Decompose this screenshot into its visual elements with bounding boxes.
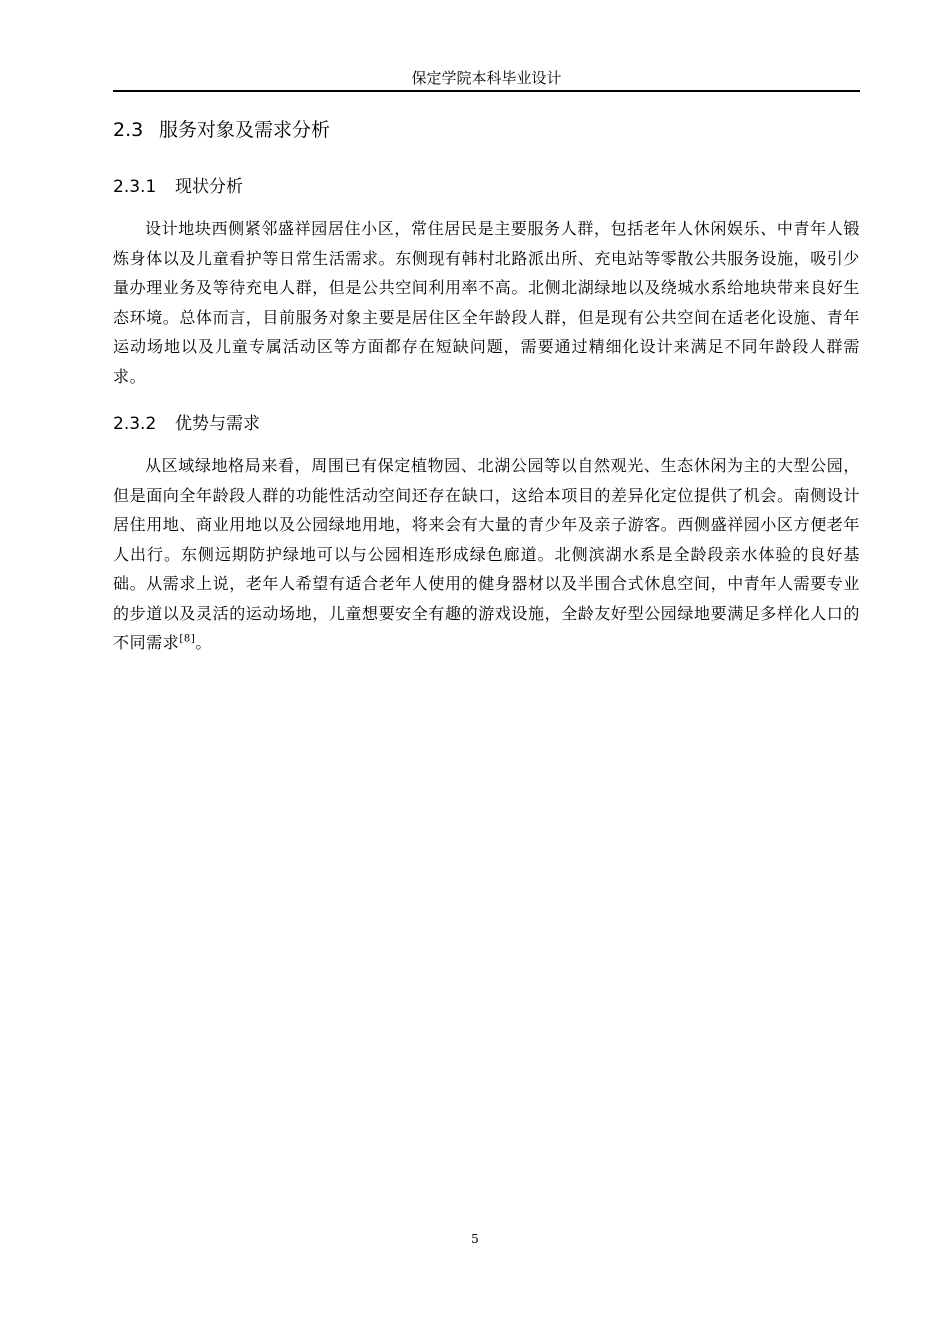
subsection-number: 2.3.1 (113, 177, 157, 197)
paragraph-end: 。 (195, 633, 212, 652)
header-title: 保定学院本科毕业设计 (411, 69, 562, 87)
subsection-heading-current-status (113, 172, 860, 202)
subsection-number: 2.3.2 (113, 414, 157, 434)
subsection-title: 优势与需求 (175, 414, 260, 434)
section-number: 2.3 (113, 119, 144, 141)
citation-reference: [8] (179, 633, 196, 645)
subsection-title: 现状分析 (175, 177, 243, 197)
paragraph-text: 从区域绿地格局来看，周围已有保定植物园、北湖公园等以自然观光、生态休闲为主的大型公园，但是面向全年龄段人群的功能性活动空间还存在缺口，这给本项目的差异化定位提供了机会。南侧设计居住用地、商业用地以及公园绿地用地，将来会有大量的青少年及亲子游客。西侧盛祥园小区方便老年人出行。东侧远期防护绿地可以与公园相连形成绿色廊道。北侧滨湖水系是全龄段亲水体验的良好基础。从需求上说，老年人希望有适合老年人使用的健身器材以及半围合式休息空间，中青年人需要专业的步道以及灵活的运动场地，儿童想要安全有趣的游戏设施，全龄友好型公园绿地要满足多样化人口的不同需求 (113, 456, 861, 652)
advantages-needs-paragraph (113, 451, 860, 658)
current-status-paragraph: 设计地块西侧紧邻盛祥园居住小区，常住居民是主要服务人群，包括老年人休闲娱乐、中青年人锻炼身体以及儿童看护等日常生活需求。东侧现有韩村北路派出所、充电站等零散公共服务设施，吸引少量办理业务及等待充电人群，但是公共空间利用率不高。北侧北湖绿地以及绕城水系给地块带来良好生态环境。总体而言，目前服务对象主要是居住区全年龄段人群，但是现有公共空间在适老化设施、青年运动场地以及儿童专属活动区等方面都存在短缺问题，需要通过精细化设计来满足不同年龄段人群需求。 (113, 219, 861, 386)
section-title: 服务对象及需求分析 (159, 119, 331, 141)
page-header (113, 66, 860, 92)
document-body (113, 112, 860, 676)
subsection-heading-advantages-needs (113, 409, 860, 439)
page-number: 5 (471, 1232, 479, 1246)
section-heading (113, 112, 860, 148)
